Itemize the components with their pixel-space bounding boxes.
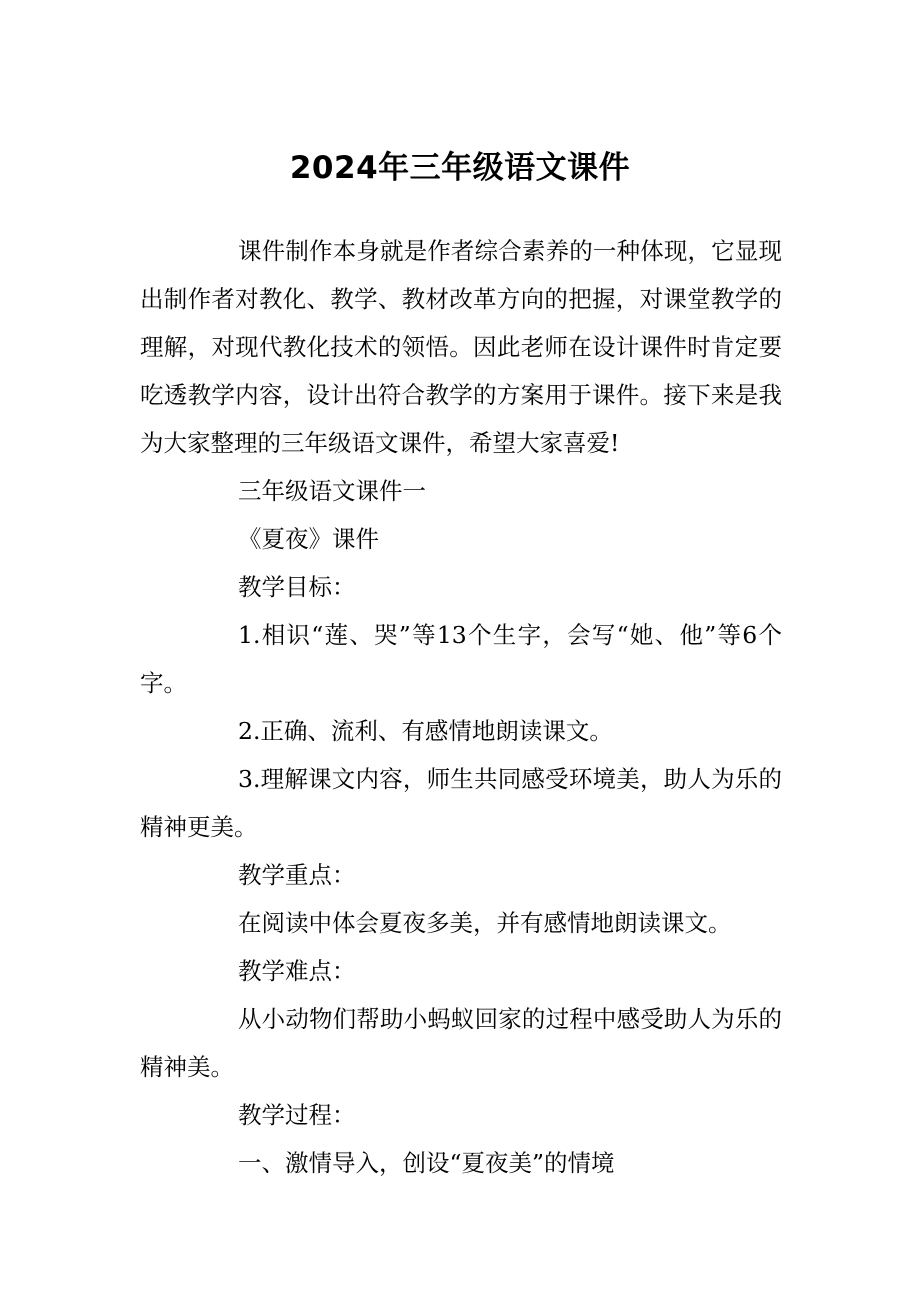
key-points-heading: 教学重点： (238, 861, 356, 889)
difficulties-text: 从小动物们帮助小蚂蚁回家的过程中感受助人为乐的精神美。 (140, 1005, 782, 1081)
process-step-1: 一、激情导入，创设“夏夜美”的情境 (238, 1149, 615, 1177)
objective-item-1: 1.相识“莲、哭”等13个生字，会写“她、他”等6个字。 (140, 621, 782, 697)
objective-item-3: 3.理解课文内容，师生共同感受环境美，助人为乐的精神更美。 (140, 765, 782, 841)
lesson-title: 《夏夜》课件 (238, 525, 379, 553)
section-heading: 三年级语文课件一 (238, 477, 426, 505)
objective-item-2: 2.正确、流利、有感情地朗读课文。 (238, 717, 613, 745)
process-heading: 教学过程： (238, 1101, 356, 1129)
difficulties-heading: 教学难点： (238, 957, 356, 985)
document-body (140, 227, 782, 1187)
key-points-text: 在阅读中体会夏夜多美，并有感情地朗读课文。 (238, 909, 732, 937)
intro-paragraph: 课件制作本身就是作者综合素养的一种体现，它显现出制作者对教化、教学、教材改革方向的把握，对课堂教学的理解，对现代教化技术的领悟。因此老师在设计课件时肯定要吃透教学内容，设计出符合教学的方案用于课件。接下来是我为大家整理的三年级语文课件，希望大家喜爱! (140, 237, 782, 457)
document-title: 2024年三年级语文课件 (289, 150, 631, 186)
objectives-heading: 教学目标： (238, 573, 356, 601)
